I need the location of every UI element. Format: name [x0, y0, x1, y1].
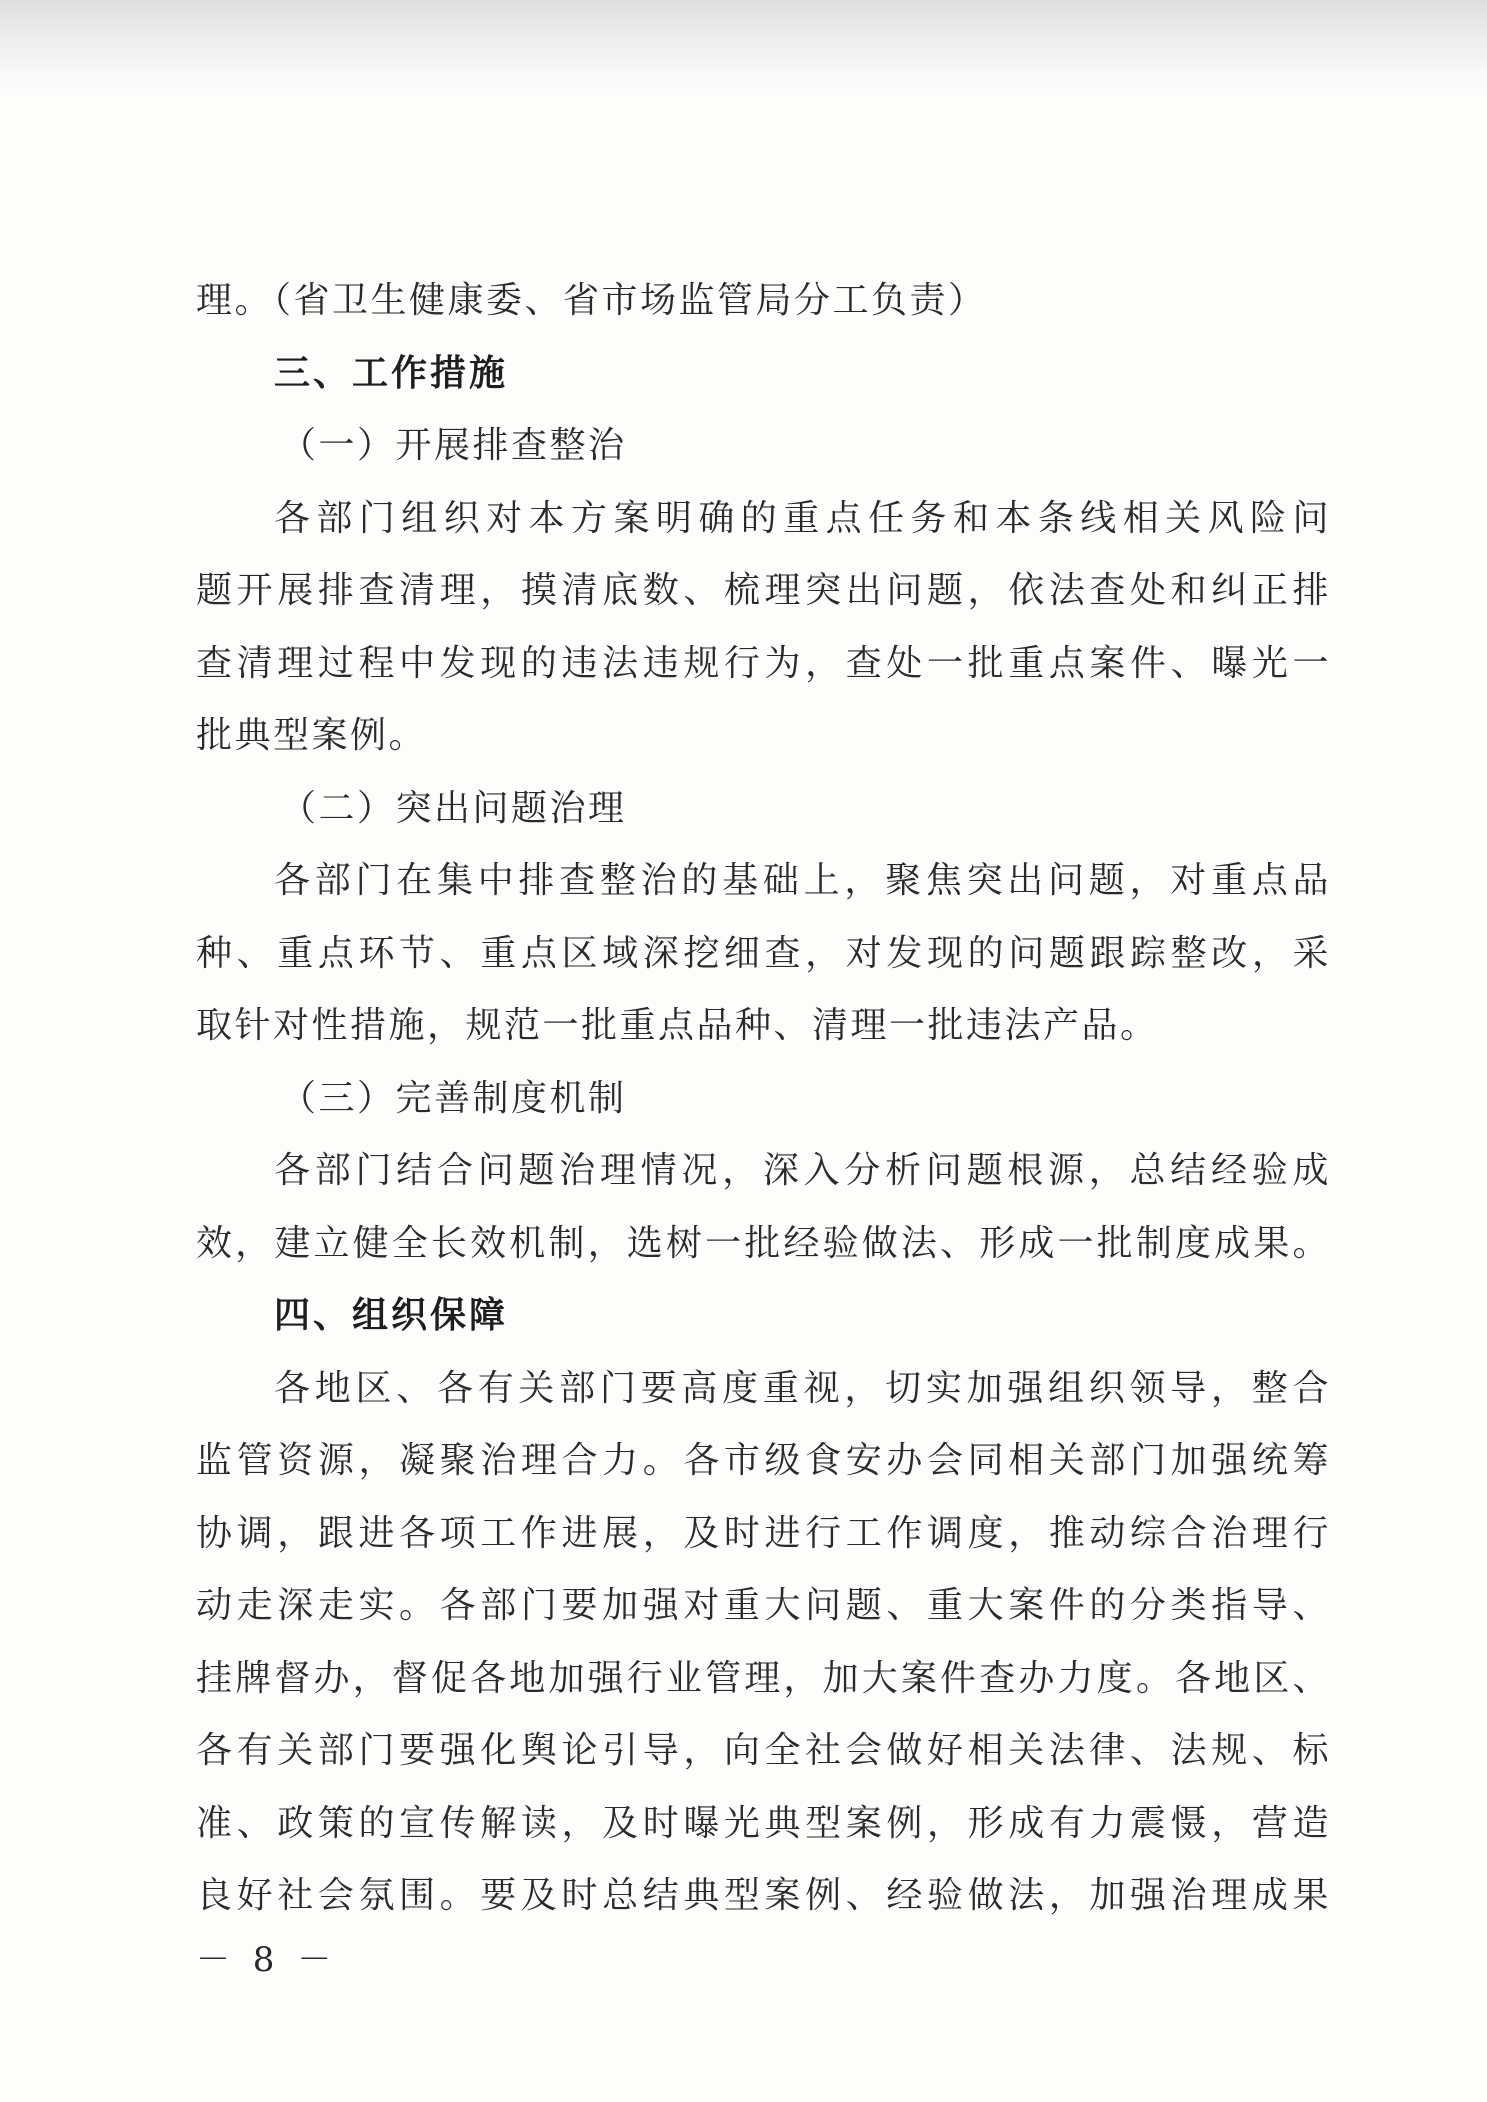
paragraph-line: 题开展排查清理，摸清底数、梳理突出问题，依法查处和纠正排 — [196, 570, 1331, 611]
page-number: － 8 － — [196, 1940, 338, 1980]
paragraph-line: 协调，跟进各项工作进展，及时进行工作调度，推动综合治理行 — [196, 1512, 1331, 1554]
paragraph-line: 各部门组织对本方案明确的重点任务和本条线相关风险问 — [274, 497, 1331, 539]
scan-edge-shadow — [0, 0, 1487, 95]
paragraph-line: 动走深走实。各部门要加强对重大问题、重大案件的分类指导、 — [196, 1585, 1331, 1626]
paragraph-line: 良好社会氛围。要及时总结典型案例、经验做法，加强治理成果 — [196, 1875, 1331, 1916]
paragraph-line: 挂牌督办，督促各地加强行业管理，加大案件查办力度。各地区、 — [196, 1657, 1331, 1699]
paragraph-line: 查清理过程中发现的违法违规行为，查处一批重点案件、曝光一 — [196, 642, 1331, 684]
subsection-heading-2: （二）突出问题治理 — [280, 787, 627, 829]
paragraph-line: 各部门结合问题治理情况，深入分析问题根源，总结经验成 — [274, 1150, 1331, 1191]
paragraph-line: 各部门在集中排查整治的基础上，聚焦突出问题，对重点品 — [274, 860, 1331, 901]
subsection-heading-3: （三）完善制度机制 — [280, 1077, 627, 1119]
paragraph-line: 各地区、各有关部门要高度重视，切实加强组织领导，整合 — [274, 1367, 1331, 1409]
paragraph-line: 各有关部门要强化舆论引导，向全社会做好相关法律、法规、标 — [196, 1730, 1331, 1771]
paragraph-line: 取针对性措施，规范一批重点品种、清理一批违法产品。 — [196, 1005, 1159, 1046]
section-heading-work-measures: 三、工作措施 — [274, 352, 509, 394]
paragraph-line: 效，建立健全长效机制，选树一批经验做法、形成一批制度成果。 — [196, 1222, 1331, 1264]
paragraph-line: 种、重点环节、重点区域深挖细查，对发现的问题跟踪整改，采 — [196, 932, 1331, 974]
document-body — [196, 265, 1331, 1933]
section-heading-organizational-support: 四、组织保障 — [274, 1295, 509, 1336]
paragraph-line: 监管资源，凝聚治理合力。各市级食安办会同相关部门加强统筹 — [196, 1440, 1331, 1481]
paragraph-line: 准、政策的宣传解读，及时曝光典型案例，形成有力震慑，营造 — [196, 1802, 1331, 1844]
paragraph-line: 批典型案例。 — [196, 715, 428, 756]
subsection-heading-1: （一）开展排查整治 — [280, 425, 627, 466]
paragraph-continuation-line: 理。（省卫生健康委、省市场监管局分工负责） — [196, 280, 987, 321]
